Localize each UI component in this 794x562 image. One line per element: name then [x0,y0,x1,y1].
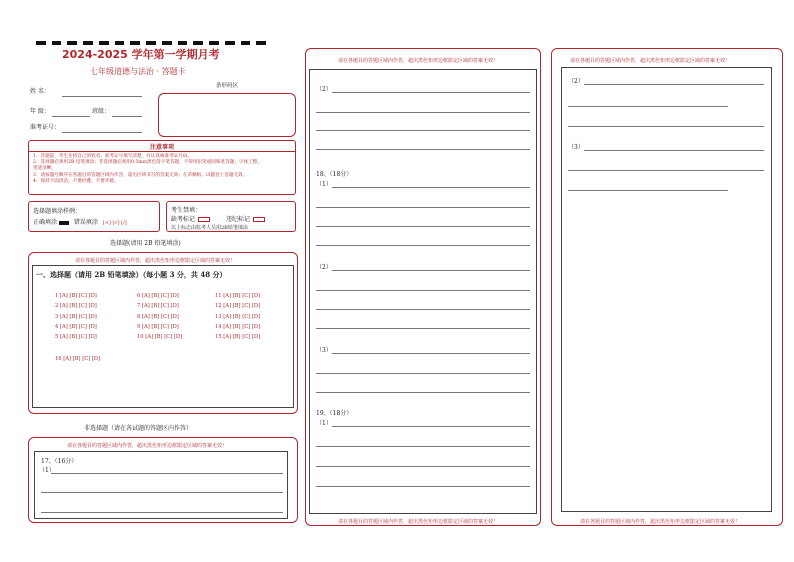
q18-title: 18、（18分） [316,171,353,178]
answer-line[interactable] [584,150,764,151]
mc-question[interactable]: 10 [A] [B] [C] [D] [137,334,183,341]
answer-line[interactable] [316,309,530,310]
answer-line[interactable] [332,270,530,271]
instruction-item: 4．保持卡面清洁，不要折叠、不要弄破。 [33,178,119,184]
class-label: 班级： [92,108,111,115]
instruction-item: 3．请按题号顺序在各题目的答题区域内作答，超出区域书写的答案无效；在草稿纸、试题卷上答题无效。 [33,172,248,178]
q17-part1: （1） [39,467,55,474]
answer-line[interactable] [316,328,530,329]
correct-fill-mark [59,221,69,225]
mc-question[interactable]: 15 [A] [B] [C] [D] [215,334,261,341]
q18-part2: （2） [316,264,332,271]
mc-question[interactable]: 5 [A] [B] [C] [D] [55,334,97,341]
answer-line[interactable] [316,112,530,113]
fill-example-box [28,201,160,232]
page-subtitle: 七年级道德与法治 · 答题卡 [90,67,186,76]
panel3-part3-label: （3） [568,144,584,151]
q19-title: 19、（18分） [316,410,353,417]
exam-no-line[interactable] [62,132,142,133]
answer-line[interactable] [332,187,530,188]
notice-top-q17: 请在各题目的答题区域内作答，超出黑色矩形边框限定区域的答案无效！ [67,443,228,449]
absent-mark-box[interactable] [198,217,210,222]
answer-line[interactable] [332,426,530,427]
q17-title: 17、（16分） [41,458,78,465]
q18-part1: （1） [316,181,332,188]
panel-2-answer-frame [309,69,537,514]
name-label: 姓 名： [30,88,50,95]
candidate-marks-row [171,214,265,223]
mc-question[interactable]: 4 [A] [B] [C] [D] [55,323,97,330]
instructions-box [28,140,296,195]
mc-question[interactable]: 2 [A] [B] [C] [D] [55,303,97,310]
answer-line[interactable] [316,486,530,487]
q17-answer-line[interactable] [51,473,283,474]
mc-section-label: 选择题(请用 2B 铅笔填涂) [110,240,181,247]
instruction-item: 1．答题前，考生先将自己的姓名、准考证号填写清楚，并认真核准考证号码。 [33,154,193,159]
answer-line[interactable] [316,290,530,291]
grade-line[interactable] [52,116,90,117]
q17-answer-frame [34,451,288,519]
wrong-fill-marks: [×] [√] [/] [102,220,127,226]
mc-question[interactable]: 13 [A] [B] [C] [D] [215,313,261,320]
answer-line[interactable] [332,92,530,93]
panel3-part2-label: （2） [568,78,584,85]
notice-top-mc: 请在各题目的答题区域内作答，超出黑色矩形边框限定区域的答案无效！ [75,258,236,264]
answer-line[interactable] [568,126,764,127]
mc-question[interactable]: 8 [A] [B] [C] [D] [137,313,179,320]
absent-label: 缺考标记 [171,216,196,223]
mc-heading: 一、选择题（请用 2B 铅笔填涂）（每小题 3 分，共 48 分） [36,270,227,279]
candidate-note-text: 以上标志由监考人员用2B铅笔填涂 [171,225,248,231]
mc-question[interactable]: 9 [A] [B] [C] [D] [137,323,179,330]
q19-part1: （1） [316,420,332,427]
mc-question[interactable]: 16 [A] [B] [C] [D] [55,356,101,362]
mc-question[interactable]: 14 [A] [B] [C] [D] [215,323,261,330]
mc-column-extra [55,354,100,364]
instruction-item: 2．选择题必须用2B 铅笔填涂；非选择题必须用0.5mm黑色签字笔答题，不得用铅笔或圆珠笔答题；字体工整、 [33,160,262,166]
violation-label: 违纪标记 [225,216,250,223]
answer-line[interactable] [316,373,530,374]
mc-question[interactable]: 11 [A] [B] [C] [D] [215,293,261,299]
non-mc-label: 非选择题（请在各试题的答题区内作答） [84,425,193,432]
mc-question[interactable]: 7 [A] [B] [C] [D] [137,303,179,310]
mc-question[interactable]: 12 [A] [B] [C] [D] [215,303,261,310]
page-title: 2024-2025 学年第一学期月考 [62,48,220,61]
answer-line[interactable] [316,207,530,208]
answer-line[interactable] [332,353,530,354]
class-line[interactable] [112,116,142,117]
q17-answer-line[interactable] [41,492,283,493]
name-line[interactable] [62,96,142,97]
grade-label: 年 级： [30,108,50,115]
mc-column-2 [137,291,182,342]
top-dash-bar [36,41,266,45]
answer-line[interactable] [584,84,764,85]
mc-question[interactable]: 3 [A] [B] [C] [D] [55,313,97,320]
wrong-fill-label: 错误填涂 [73,219,98,226]
barcode-label: 条形码区 [216,83,239,89]
mc-question[interactable]: 6 [A] [B] [C] [D] [137,293,179,299]
answer-line[interactable] [316,130,530,131]
answer-line[interactable] [316,466,530,467]
notice-bottom-panel3: 请在各题目的答题区域内作答，超出黑色矩形边框限定区域的答案无效！ [580,519,741,525]
instruction-item: 笔迹清晰。 [33,166,56,172]
panel-3-answer-frame [561,67,772,512]
candidate-notes-title: 考生禁填： [171,207,202,214]
fill-example-row [33,217,127,226]
answer-line[interactable] [316,392,530,393]
exam-no-label: 准考证号： [30,124,61,131]
answer-line[interactable] [316,226,530,227]
candidate-notes-box [166,201,296,232]
notice-bottom-panel2: 请在各题目的答题区域内作答，超出黑色矩形边框限定区域的答案无效！ [338,519,499,525]
mc-question[interactable]: 1 [A] [B] [C] [D] [55,293,97,299]
instructions-title: 注意事项 [149,144,174,151]
q17-answer-line[interactable] [41,512,283,513]
q18-part3: （3） [316,347,332,354]
notice-top-panel2: 请在各题目的答题区域内作答，超出黑色矩形边框限定区域的答案无效！ [338,58,499,64]
answer-line[interactable] [568,106,728,107]
notice-top-panel3: 请在各题目的答题区域内作答，超出黑色矩形边框限定区域的答案无效！ [570,58,731,64]
panel2-part2-label: （2） [316,86,332,93]
violation-mark-box[interactable] [253,217,265,222]
instructions-list [33,154,262,185]
mc-column-1 [55,291,97,342]
answer-line[interactable] [316,149,530,150]
answer-line[interactable] [316,245,530,246]
mc-answer-frame [32,265,294,408]
barcode-area [158,93,296,137]
correct-fill-label: 正确填涂 [33,219,58,226]
answer-line[interactable] [568,190,728,191]
instructions-divider [29,151,295,152]
answer-line[interactable] [316,446,530,447]
answer-line[interactable] [568,170,764,171]
mc-column-3 [215,291,260,342]
fill-example-title: 选择题填涂样例： [33,208,82,215]
